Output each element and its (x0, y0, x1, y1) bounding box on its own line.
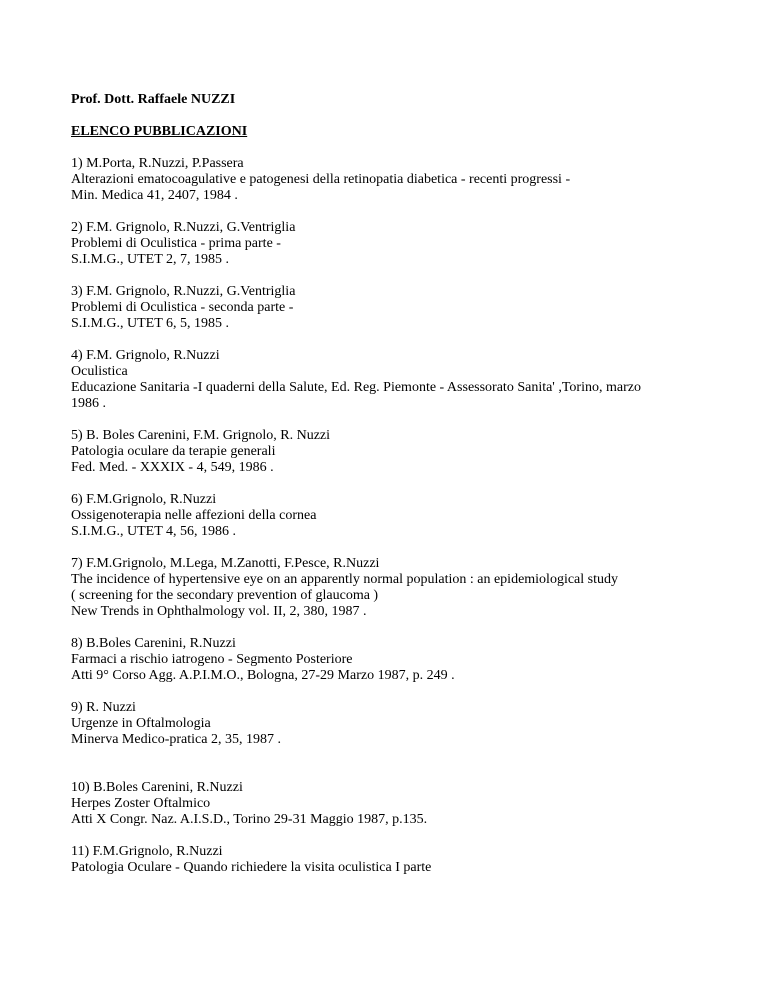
publication-entry-6 (71, 492, 751, 540)
entry-title: Alterazioni ematocoagulative e patogenesi della retinopatia diabetica - recenti progressi - (71, 172, 571, 187)
document-page (71, 92, 751, 892)
entry-authors: 6) F.M.Grignolo, R.Nuzzi (71, 492, 217, 507)
entry-authors: 9) R. Nuzzi (71, 700, 136, 715)
entry-source: S.I.M.G., UTET 4, 56, 1986 . (71, 524, 237, 539)
entry-source: Atti X Congr. Naz. A.I.S.D., Torino 29-31 Maggio 1987, p.135. (71, 812, 428, 827)
entry-title: Farmaci a rischio iatrogeno - Segmento Posteriore (71, 652, 353, 667)
entry-title: Oculistica (71, 364, 128, 379)
publication-entry-5 (71, 428, 751, 476)
entry-authors: 3) F.M. Grignolo, R.Nuzzi, G.Ventriglia (71, 284, 296, 299)
entry-subtitle: ( screening for the secondary prevention of glaucoma ) (71, 588, 379, 603)
publication-entry-8 (71, 636, 751, 684)
entry-title: Ossigenoterapia nelle affezioni della cornea (71, 508, 317, 523)
entry-title: Patologia oculare da terapie generali (71, 444, 276, 459)
entry-authors: 4) F.M. Grignolo, R.Nuzzi (71, 348, 220, 363)
entry-title: Problemi di Oculistica - prima parte - (71, 236, 281, 251)
entry-title: Patologia Oculare - Quando richiedere la visita oculistica I parte (71, 860, 432, 875)
entry-source: New Trends in Ophthalmology vol. II, 2, 380, 1987 . (71, 604, 367, 619)
entry-authors: 5) B. Boles Carenini, F.M. Grignolo, R. Nuzzi (71, 428, 331, 443)
entry-source-continued: 1986 . (71, 396, 106, 411)
entry-source: Atti 9° Corso Agg. A.P.I.M.O., Bologna, 27-29 Marzo 1987, p. 249 . (71, 668, 455, 683)
entry-authors: 10) B.Boles Carenini, R.Nuzzi (71, 780, 243, 795)
entry-title: The incidence of hypertensive eye on an apparently normal population : an epidemiological study (71, 572, 618, 587)
section-title: ELENCO PUBBLICAZIONI (71, 124, 248, 139)
publication-entry-11 (71, 844, 751, 876)
publication-entry-10 (71, 780, 751, 828)
entry-authors: 2) F.M. Grignolo, R.Nuzzi, G.Ventriglia (71, 220, 296, 235)
entry-source: Min. Medica 41, 2407, 1984 . (71, 188, 238, 203)
entry-source: Educazione Sanitaria -I quaderni della Salute, Ed. Reg. Piemonte - Assessorato Sanita' ,Torino, marzo (71, 380, 641, 395)
entry-authors: 11) F.M.Grignolo, R.Nuzzi (71, 844, 223, 859)
publication-entry-1 (71, 156, 751, 204)
publication-entry-4 (71, 348, 751, 412)
entry-title: Urgenze in Oftalmologia (71, 716, 211, 731)
entry-title: Herpes Zoster Oftalmico (71, 796, 211, 811)
publication-entry-9 (71, 700, 751, 748)
entry-authors: 8) B.Boles Carenini, R.Nuzzi (71, 636, 236, 651)
entry-source: S.I.M.G., UTET 2, 7, 1985 . (71, 252, 230, 267)
author-name: Prof. Dott. Raffaele NUZZI (71, 92, 236, 107)
entry-title: Problemi di Oculistica - seconda parte - (71, 300, 294, 315)
entry-source: Minerva Medico-pratica 2, 35, 1987 . (71, 732, 281, 747)
entry-authors: 1) M.Porta, R.Nuzzi, P.Passera (71, 156, 244, 171)
entry-authors: 7) F.M.Grignolo, M.Lega, M.Zanotti, F.Pesce, R.Nuzzi (71, 556, 380, 571)
entry-source: Fed. Med. - XXXIX - 4, 549, 1986 . (71, 460, 274, 475)
publication-entry-3 (71, 284, 751, 332)
entry-source: S.I.M.G., UTET 6, 5, 1985 . (71, 316, 230, 331)
publication-entry-2 (71, 220, 751, 268)
publication-entry-7 (71, 556, 751, 620)
